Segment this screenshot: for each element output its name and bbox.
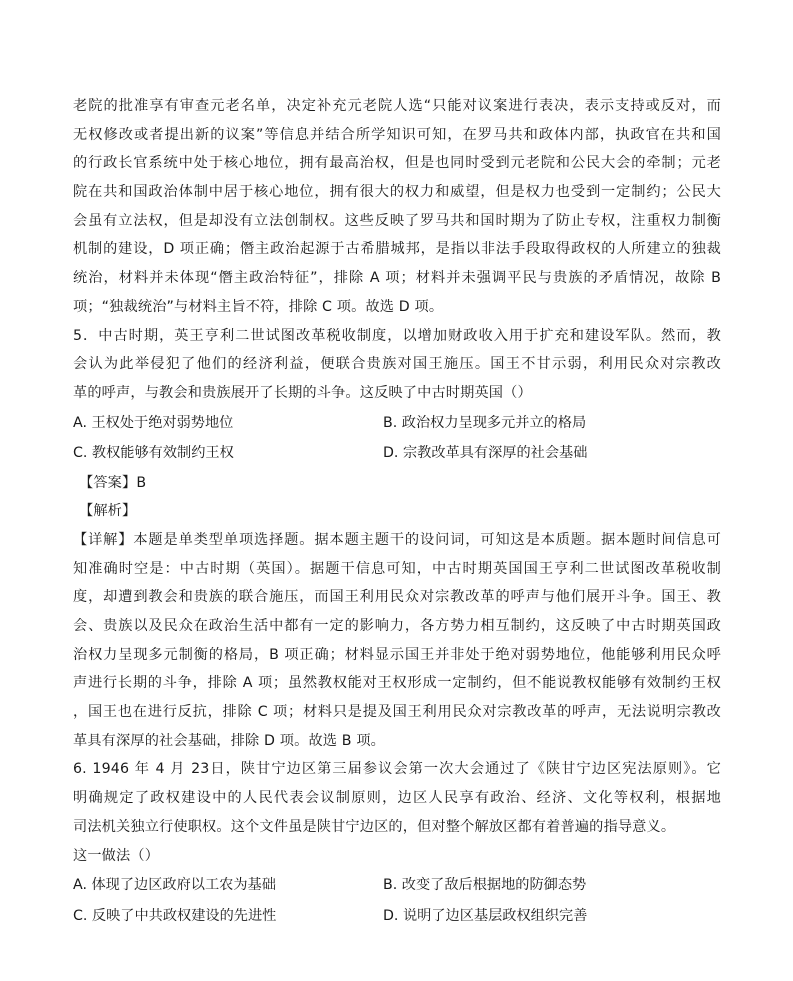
detail-line: 知准确时空是：中古时期（英国）。据题干信息可知，中古时期英国国王亨利二世试图改革税收制 xyxy=(73,560,721,577)
question-6 xyxy=(73,755,721,931)
question-stem-line: 6. 1946 年 4 月 23日，陕甘宁边区第三届参议会第一次大会通过了《陕甘宁边区宪法原则》。它 xyxy=(73,761,721,778)
option-b: B. 政治权力呈现多元并立的格局 xyxy=(383,414,587,431)
question-stem-line: 革的呼声，与教会和贵族展开了长期的斗争。这反映了中古时期英国（） xyxy=(73,384,532,401)
detail-line: 革具有深厚的社会基础，排除 D 项。故选 B 项。 xyxy=(73,732,386,749)
detail-line: 度，却遭到教会和贵族的联合施压，而国王利用民众对宗教改革的呼声与他们展开斗争。国王、教 xyxy=(73,589,721,606)
text-line: 老院的批准享有审查元老名单，决定补充元老院人选“只能对议案进行表决，表示支持或反对，而 xyxy=(73,98,721,114)
detail-line: 【详解】本题是单类型单项选择题。据本题主题干的设问词，可知这是本质题。据本题时间信息可 xyxy=(73,531,721,548)
question-stem-line: 这一做法（） xyxy=(73,847,160,864)
options-row xyxy=(73,901,721,932)
option-a: A. 王权处于绝对弱势地位 xyxy=(73,414,234,431)
question-5 xyxy=(73,322,721,756)
text-line: 无权修改或者提出新的议案”等信息并结合所学知识可知，在罗马共和政体内部，执政官在共和国 xyxy=(73,126,721,143)
detail-line: ，国王也在进行反抗，排除 C 项；材料只是提及国王利用民众对宗教改革的呼声，无法说明宗教改 xyxy=(73,704,721,721)
option-d: D. 说明了边区基层政权组织完善 xyxy=(383,907,588,924)
text-line: 项；“独裁统治”与材料主旨不符，排除 C 项。故选 D 项。 xyxy=(73,298,444,315)
option-c: C. 反映了中共政权建设的先进性 xyxy=(73,907,277,924)
question-stem-line: 5．中古时期，英王亨利二世试图改革税收制度，以增加财政收入用于扩充和建设军队。然而，教 xyxy=(73,327,721,344)
answer-label: 【答案】B xyxy=(79,474,147,491)
page-content xyxy=(73,92,721,931)
previous-explanation xyxy=(73,92,721,322)
text-line: 统治，材料并未体现“僭主政治特征”，排除 A 项；材料并未强调平民与贵族的矛盾情况，故除 B xyxy=(73,270,721,287)
option-b: B. 改变了敌后根据地的防御态势 xyxy=(383,877,587,894)
options-row xyxy=(73,870,721,901)
option-c: C. 教权能够有效制约王权 xyxy=(73,445,234,462)
detail-line: 会、贵族以及民众在政治生活中都有一定的影响力，各方势力相互制约，这反映了中古时期英国政 xyxy=(73,618,721,634)
detail-line: 声进行长期的斗争，排除 A 项；虽然教权能对王权形成一定制约，但不能说教权能够有效制约王权 xyxy=(73,675,721,692)
analysis-label: 【解析】 xyxy=(79,503,137,520)
options-row xyxy=(73,438,721,469)
question-stem-line: 明确规定了政权建设中的人民代表会议制原则，边区人民享有政治、经济、文化等权利，根据地 xyxy=(73,790,721,807)
text-line: 的行政长官系统中处于核心地位，拥有最高治权，但是也同时受到元老院和公民大会的牵制；元老 xyxy=(73,155,721,172)
option-a: A. 体现了边区政府以工农为基础 xyxy=(73,877,276,894)
question-stem-line: 会认为此举侵犯了他们的经济利益，便联合贵族对国王施压。国王不甘示弱，利用民众对宗教改 xyxy=(73,356,721,373)
question-stem-line: 司法机关独立行使职权。这个文件虽是陕甘宁边区的，但对整个解放区都有着普遍的指导意义。 xyxy=(73,818,676,835)
text-line: 机制的建设，D 项正确；僭主政治起源于古希腊城邦，是指以非法手段取得政权的人所建立的独裁 xyxy=(73,241,721,258)
detail-line: 治权力呈现多元制衡的格局，B 项正确；材料显示国王并非处于绝对弱势地位，他能够利用民众呼 xyxy=(73,646,721,663)
text-line: 院在共和国政治体制中居于核心地位，拥有很大的权力和威望，但是权力也受到一定制约；公民大 xyxy=(73,184,721,201)
options-row xyxy=(73,408,721,439)
text-line: 会虽有立法权，但是却没有立法创制权。这些反映了罗马共和国时期为了防止专权，注重权力制衡 xyxy=(73,212,721,229)
option-d: D. 宗教改革具有深厚的社会基础 xyxy=(383,445,588,462)
